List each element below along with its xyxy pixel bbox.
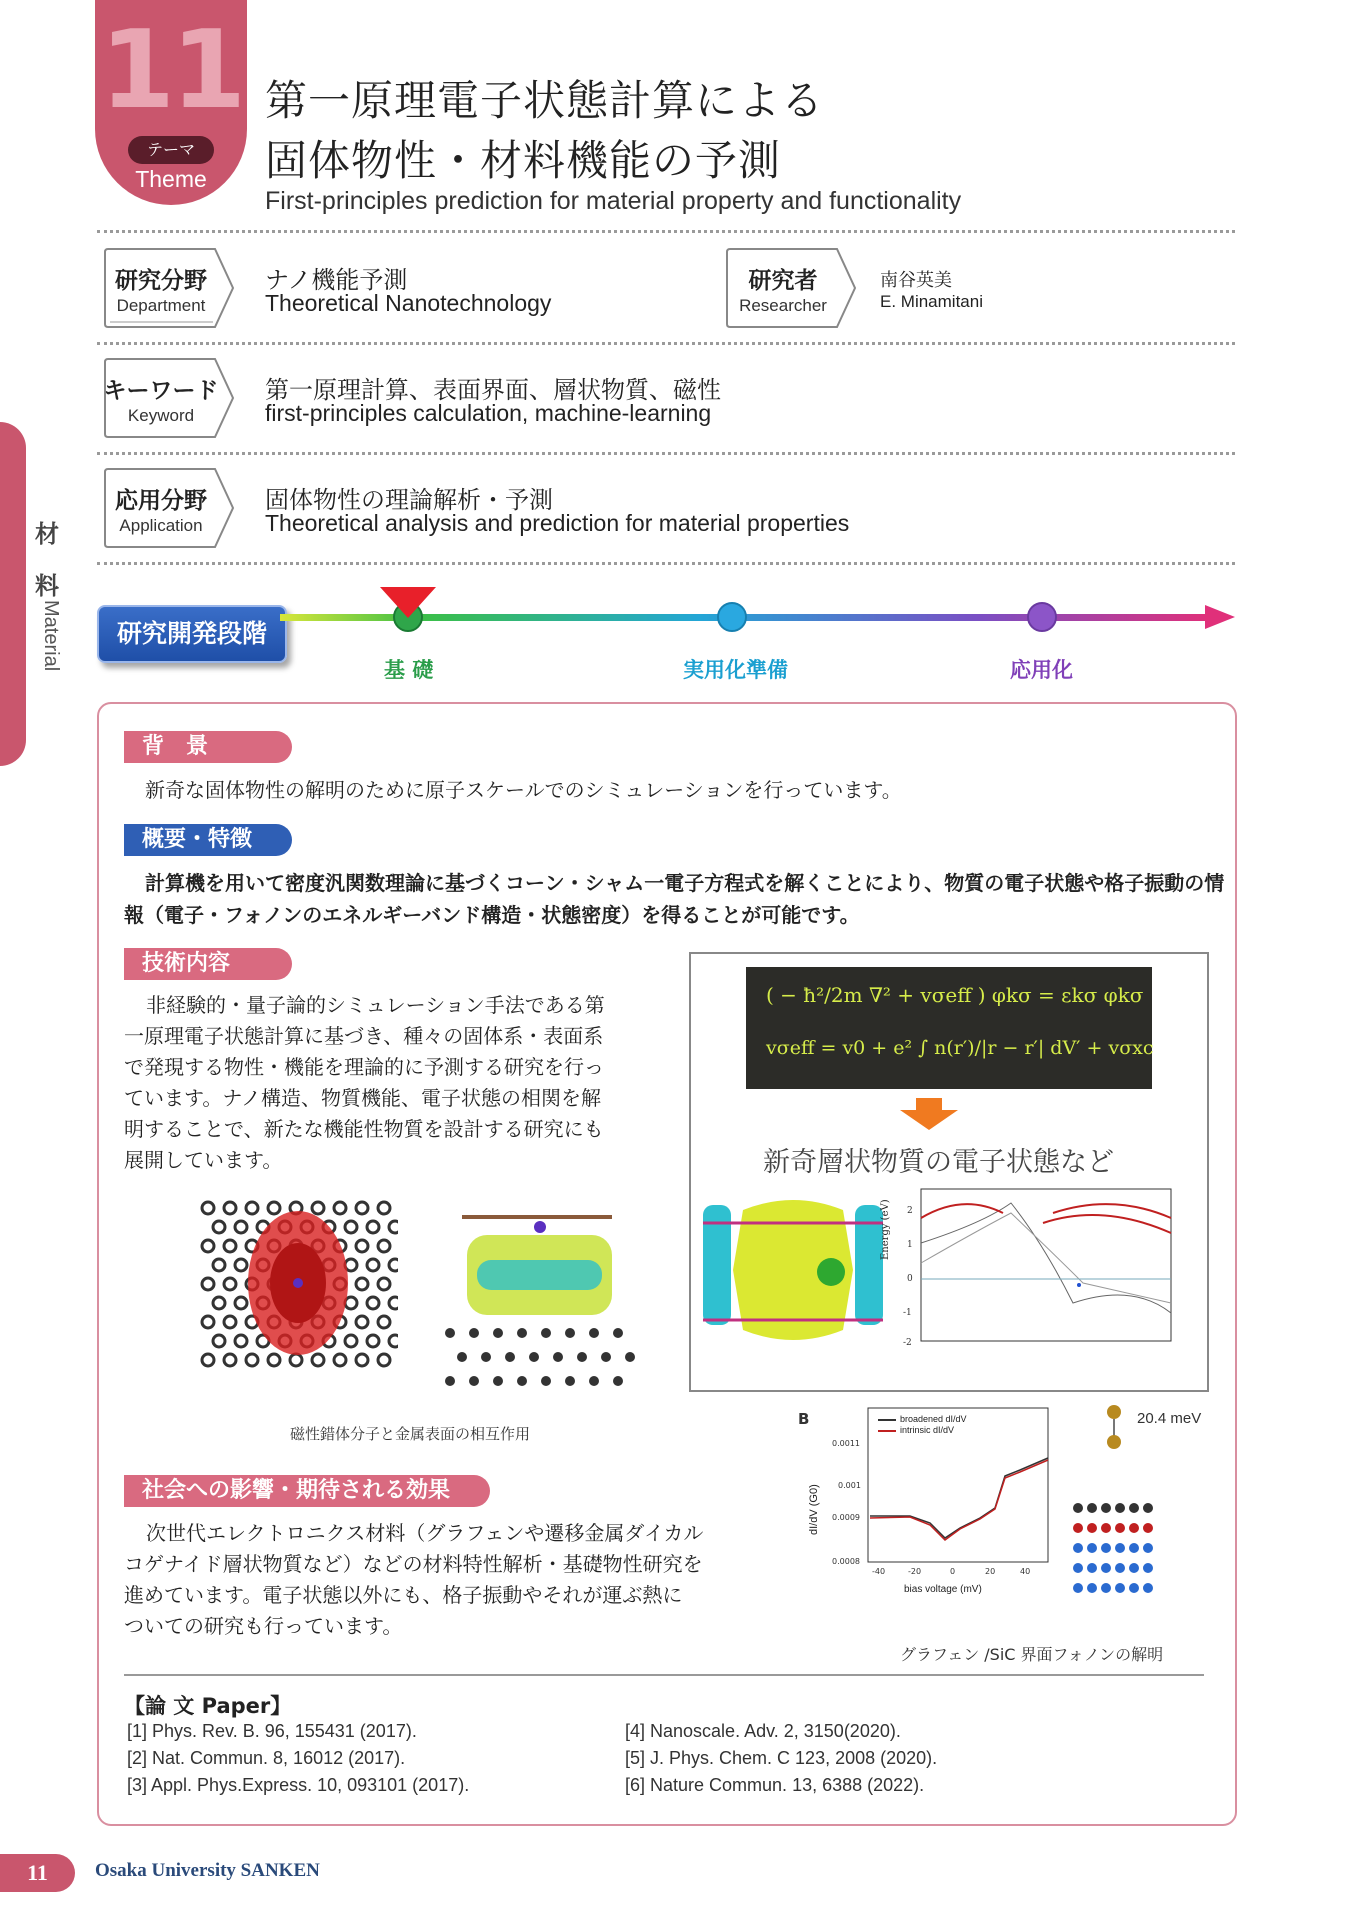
band-y-tick: -2 xyxy=(903,1338,912,1348)
keyword-label-en: Keyword xyxy=(127,406,195,425)
overview-line2: 報（電子・フォノンのエネルギーバンド構造・状態密度）を得ることが可能です。 xyxy=(124,903,860,927)
lattice-atom xyxy=(1073,1543,1083,1553)
band-y-tick: 0 xyxy=(907,1274,913,1284)
technology-line: ています。ナノ構造、物質機能、電子状態の相関を解 xyxy=(124,1086,601,1110)
stage-step-practical: 実用化準備 xyxy=(683,658,788,682)
didv-y-tick: 0.0008 xyxy=(832,1557,860,1566)
substrate-atom xyxy=(613,1376,623,1386)
substrate-atom xyxy=(334,1202,346,1214)
page-title-line2: 固体物性・材料機能の予測 xyxy=(265,136,782,185)
molecule-surface-topview-figure xyxy=(198,1198,398,1368)
substrate-atom xyxy=(389,1259,398,1271)
lattice-atom xyxy=(1115,1563,1125,1573)
impact-line: 次世代エレクトロニクス材料（グラフェンや遷移金属ダイカル xyxy=(146,1521,704,1545)
substrate-atom xyxy=(445,1328,455,1338)
substrate-atom xyxy=(246,1354,258,1366)
stage-step-basic: 基 礎 xyxy=(384,658,434,682)
keyword-value: 第一原理計算、表面界面、層状物質、磁性 xyxy=(265,376,721,404)
charge-density-figure xyxy=(703,1195,883,1345)
substrate-atom xyxy=(601,1352,611,1362)
lattice-atom xyxy=(1129,1543,1139,1553)
didv-legend-broadened: broadened dI/dV xyxy=(900,1414,967,1424)
substrate-atom xyxy=(378,1240,390,1252)
didv-legend-intrinsic: intrinsic dI/dV xyxy=(900,1425,955,1435)
substrate-atom xyxy=(356,1202,368,1214)
lattice-atom xyxy=(1101,1563,1111,1573)
impact-text xyxy=(124,1518,724,1642)
lattice-atom xyxy=(1115,1543,1125,1553)
stage-label: 研究開発段階 xyxy=(97,605,287,663)
keyword-tag xyxy=(103,356,231,438)
substrate-atom xyxy=(268,1202,280,1214)
paper-item: [2] Nat. Commun. 8, 16012 (2017). xyxy=(127,1748,406,1768)
researcher-name: 南谷英美 xyxy=(880,270,952,291)
category-label xyxy=(32,508,62,612)
band-y-tick: -1 xyxy=(903,1308,912,1318)
didv-y-tick: 0.0009 xyxy=(832,1513,860,1522)
substrate-atom xyxy=(367,1259,379,1271)
substrate-atom xyxy=(356,1278,368,1290)
substrate-atom xyxy=(246,1202,258,1214)
category-side-tab xyxy=(0,422,26,766)
lattice-atom xyxy=(1073,1563,1083,1573)
lattice-atom xyxy=(1101,1543,1111,1553)
band-y-axis-label: Energy (eV) xyxy=(880,1199,891,1260)
figure-heading-right: 新奇層状物質の電子状態など xyxy=(763,1147,1114,1178)
researcher-label: 研究者 xyxy=(748,268,818,294)
application-label: 応用分野 xyxy=(115,488,207,514)
researcher-tag xyxy=(725,246,853,328)
paper-item: [5] J. Phys. Chem. C 123, 2008 (2020). xyxy=(625,1748,938,1768)
substrate-atom xyxy=(469,1376,479,1386)
divider xyxy=(124,1674,1204,1676)
category-char: 材 xyxy=(35,520,59,548)
application-value-en: Theoretical analysis and prediction for material properties xyxy=(265,510,850,536)
lattice-atom xyxy=(1087,1563,1097,1573)
substrate-atom xyxy=(565,1376,575,1386)
department-label-en: Department xyxy=(116,296,206,315)
paper-item: [3] Appl. Phys.Express. 10, 093101 (2017). xyxy=(127,1775,470,1795)
lattice-atom xyxy=(1087,1543,1097,1553)
theme-number: 11 xyxy=(99,8,243,133)
didv-x-tick: 0 xyxy=(950,1567,956,1576)
lattice-atom xyxy=(1087,1503,1097,1513)
didv-y-axis-label: dI/dV (G0) xyxy=(808,1484,820,1535)
theme-label-en: Theme xyxy=(135,166,207,192)
substrate-atom xyxy=(469,1328,479,1338)
substrate-atom xyxy=(553,1352,563,1362)
substrate-atom xyxy=(389,1297,398,1309)
substrate-atom xyxy=(235,1297,247,1309)
keyword-value-en: first-principles calculation, machine-learning xyxy=(265,400,712,426)
didv-x-ticks xyxy=(872,1567,1030,1576)
figure-caption-right: グラフェン /SiC 界面フォノンの解明 xyxy=(900,1645,1164,1664)
divider xyxy=(97,342,1235,345)
footer-org: Osaka University SANKEN xyxy=(95,1860,320,1881)
substrate-atom xyxy=(224,1354,236,1366)
technology-line: 明することで、新たな機能性物質を設計する研究にも xyxy=(124,1117,604,1141)
substrate-atom xyxy=(312,1202,324,1214)
molecule-surface-sideview-figure xyxy=(432,1205,642,1400)
substrate-atom xyxy=(457,1352,467,1362)
substrate-atom xyxy=(517,1376,527,1386)
papers-heading: 【論 文 Paper】 xyxy=(124,1694,292,1718)
substrate-atom xyxy=(213,1259,225,1271)
substrate-atom xyxy=(589,1376,599,1386)
paper-item: [4] Nanoscale. Adv. 2, 3150(2020). xyxy=(625,1721,901,1741)
background-text: 新奇な固体物性の解明のために原子スケールでのシミュレーションを行っています。 xyxy=(145,778,902,802)
divider xyxy=(97,230,1235,233)
department-tag xyxy=(103,246,231,328)
papers-left-column xyxy=(127,1718,469,1799)
lattice-atom xyxy=(1087,1583,1097,1593)
substrate-atom xyxy=(493,1328,503,1338)
substrate-atom xyxy=(268,1354,280,1366)
department-value: ナノ機能予測 xyxy=(265,266,408,294)
substrate-atom xyxy=(541,1376,551,1386)
paper-item: [1] Phys. Rev. B. 96, 155431 (2017). xyxy=(127,1721,417,1741)
lattice-atom xyxy=(1073,1503,1083,1513)
didv-x-tick: -20 xyxy=(908,1567,922,1576)
substrate-atom xyxy=(445,1376,455,1386)
paper-item: [6] Nature Commun. 13, 6388 (2022). xyxy=(625,1775,925,1795)
didv-y-tick: 0.0011 xyxy=(832,1439,860,1448)
substrate-atom xyxy=(202,1202,214,1214)
substrate-atom xyxy=(224,1202,236,1214)
application-tag xyxy=(103,466,231,548)
substrate-atom xyxy=(312,1354,324,1366)
substrate-atom xyxy=(235,1221,247,1233)
technology-line: 一原理電子状態計算に基づき、種々の固体系・表面系 xyxy=(124,1024,604,1048)
technology-line: 展開しています。 xyxy=(124,1148,283,1172)
lattice-atom xyxy=(1129,1563,1139,1573)
substrate-atom xyxy=(589,1328,599,1338)
substrate-atom xyxy=(565,1328,575,1338)
substrate-atom xyxy=(345,1221,357,1233)
substrate-atom xyxy=(481,1352,491,1362)
current-stage-marker xyxy=(380,587,436,618)
lattice-atom xyxy=(1115,1523,1125,1533)
researcher-label-en: Researcher xyxy=(739,296,827,315)
lattice-atom xyxy=(1115,1583,1125,1593)
substrate-atom xyxy=(505,1352,515,1362)
page-number: 11 xyxy=(0,1854,75,1892)
section-heading-impact: 社会への影響・期待される効果 xyxy=(124,1475,490,1507)
lattice-atom xyxy=(1129,1503,1139,1513)
down-arrow-icon xyxy=(898,1098,960,1132)
didv-x-tick: -40 xyxy=(872,1567,886,1576)
stage-dot-practical xyxy=(718,603,746,631)
substrate-atom xyxy=(290,1354,302,1366)
lattice-atom xyxy=(1087,1523,1097,1533)
substrate-atom xyxy=(202,1240,214,1252)
substrate-atom xyxy=(613,1328,623,1338)
substrate-atom xyxy=(367,1335,379,1347)
divider xyxy=(97,452,1235,455)
section-heading-technology: 技術内容 xyxy=(124,948,292,980)
substrate-atom xyxy=(367,1221,379,1233)
substrate-atom xyxy=(235,1335,247,1347)
impact-line: ついての研究も行っています。 xyxy=(124,1614,403,1638)
theme-label-jp: テーマ xyxy=(128,136,214,164)
substrate-atom xyxy=(224,1240,236,1252)
substrate-atom xyxy=(345,1297,357,1309)
substrate-atom xyxy=(202,1316,214,1328)
substrate-atom xyxy=(625,1352,635,1362)
equation-line2: vσeff = v0 + e² ∫ n(r′)/|r − r′| dV′ + vσxc xyxy=(766,1037,1154,1059)
papers-right-column xyxy=(625,1718,937,1799)
department-value-en: Theoretical Nanotechnology xyxy=(265,290,552,316)
lattice-atom xyxy=(1143,1523,1153,1533)
substrate-atom xyxy=(378,1316,390,1328)
band-structure-plot xyxy=(903,1183,1178,1353)
substrate-atom xyxy=(389,1221,398,1233)
substrate-atom xyxy=(577,1352,587,1362)
substrate-atom xyxy=(202,1278,214,1290)
researcher-name-en: E. Minamitani xyxy=(880,292,983,311)
substrate-atom xyxy=(367,1297,379,1309)
application-value: 固体物性の理論解析・予測 xyxy=(265,486,553,514)
substrate-atom xyxy=(517,1328,527,1338)
phonon-energy-label: 20.4 meV xyxy=(1137,1410,1202,1427)
lattice-atom xyxy=(1073,1583,1083,1593)
band-y-tick: 2 xyxy=(907,1206,913,1216)
stage-step-application: 応用化 xyxy=(1010,658,1073,682)
section-heading-overview: 概要・特徴 xyxy=(124,824,292,856)
category-label-en: Material xyxy=(40,600,62,672)
substrate-atom xyxy=(213,1335,225,1347)
lattice-atom xyxy=(1143,1503,1153,1513)
didv-x-tick: 20 xyxy=(985,1567,996,1576)
substrate-atom xyxy=(389,1335,398,1347)
section-heading-background: 背 景 xyxy=(124,731,292,763)
substrate-atom xyxy=(529,1352,539,1362)
divider xyxy=(97,562,1235,565)
lattice-atom xyxy=(1143,1563,1153,1573)
didv-y-tick: 0.001 xyxy=(838,1481,861,1490)
band-y-ticks xyxy=(903,1206,913,1348)
substrate-atom xyxy=(213,1297,225,1309)
panel-b-label: B xyxy=(798,1410,810,1428)
didv-y-ticks xyxy=(832,1439,861,1566)
substrate-atom xyxy=(356,1240,368,1252)
technology-text xyxy=(124,990,644,1176)
substrate-atom xyxy=(224,1316,236,1328)
substrate-atom xyxy=(224,1278,236,1290)
substrate-atom xyxy=(378,1278,390,1290)
department-label: 研究分野 xyxy=(115,268,207,294)
category-label-en-wrap xyxy=(30,600,60,690)
page-title-line1: 第一原理電子状態計算による xyxy=(265,76,825,125)
impact-line: コゲナイド層状物質など）などの材料特性解析・基礎物性研究を xyxy=(124,1552,703,1576)
page-subtitle: First-principles prediction for material property and functionality xyxy=(265,187,962,215)
substrate-atom xyxy=(334,1354,346,1366)
category-char: 料 xyxy=(35,572,59,600)
equation-blackboard xyxy=(746,967,1152,1089)
lattice-atom xyxy=(1101,1503,1111,1513)
impact-line: 進めています。電子状態以外にも、格子振動やそれが運ぶ熱に xyxy=(124,1583,683,1607)
lattice-atom xyxy=(1129,1523,1139,1533)
lattice-atom xyxy=(1129,1583,1139,1593)
substrate-atom xyxy=(493,1376,503,1386)
lattice-atom xyxy=(1073,1523,1083,1533)
lattice-atom xyxy=(1101,1523,1111,1533)
substrate-atom xyxy=(356,1354,368,1366)
substrate-atom xyxy=(541,1328,551,1338)
lattice-atom xyxy=(1101,1583,1111,1593)
technology-line: で発現する物性・機能を理論的に予測する研究を行っ xyxy=(124,1055,604,1079)
technology-line: 非経験的・量子論的シミュレーション手法である第 xyxy=(146,993,605,1017)
application-label-en: Application xyxy=(119,516,203,535)
lattice-atom xyxy=(1115,1503,1125,1513)
figure-caption-left: 磁性錯体分子と金属表面の相互作用 xyxy=(290,1425,531,1443)
substrate-atom xyxy=(356,1316,368,1328)
overview-line1: 計算機を用いて密度汎関数理論に基づくコーン・シャム一電子方程式を解くことにより、物質の電子状態や格子振動の情 xyxy=(145,871,1225,895)
lattice-atom xyxy=(1143,1543,1153,1553)
band-y-tick: 1 xyxy=(907,1240,913,1250)
keyword-label: キーワード xyxy=(103,378,219,404)
substrate-atom xyxy=(213,1221,225,1233)
phonon-mode-figure xyxy=(1070,1398,1160,1613)
didv-x-tick: 40 xyxy=(1020,1567,1031,1576)
substrate-atom xyxy=(235,1259,247,1271)
substrate-atom xyxy=(202,1354,214,1366)
substrate-atom xyxy=(378,1354,390,1366)
stage-dot-application xyxy=(1028,603,1056,631)
substrate-atom xyxy=(378,1202,390,1214)
lattice-atom xyxy=(1143,1583,1153,1593)
equation-line1: ( − ħ²/2m ∇² + vσeff ) φkσ = εkσ φkσ xyxy=(766,983,1144,1007)
stage-track xyxy=(280,582,1240,642)
didv-x-axis-label: bias voltage (mV) xyxy=(904,1584,982,1595)
substrate-atom xyxy=(345,1335,357,1347)
